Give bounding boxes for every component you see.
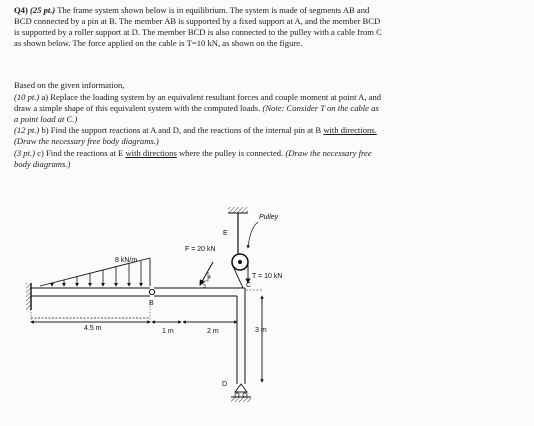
force-f-label: F = 20 kN: [185, 246, 216, 253]
dim-4-5m: 4.5 m: [84, 325, 102, 332]
part-b-with-directions: with directions.: [323, 125, 377, 135]
q4-line-4: as shown below. The force applied on the cable is T=10 kN, as shown on the figure.: [14, 38, 303, 48]
dim-1m: 1 m: [162, 328, 174, 335]
fixed-support-a: [26, 283, 31, 310]
part-a-text-1: a) Replace the loading system by an equivalent resultant forces and couple moment at point A, and: [39, 92, 382, 102]
q4-line-3: is supported by a roller support at D. The member BCD is also connected to the pulley with a cable from C: [14, 27, 382, 37]
q4-line-2: BCD connected by a pin at B. The member AB is supported by a fixed support at A, and the member BCD: [14, 16, 381, 26]
label-b: B: [149, 300, 154, 307]
part-c-line-2: body diagrams.): [14, 159, 71, 169]
part-a-line-3: a point load at C.): [14, 114, 78, 124]
label-e: E: [223, 230, 228, 237]
question-points: (25 pt.): [30, 5, 56, 15]
force-f: [185, 246, 216, 290]
distributed-load-label: 8 kN/m: [115, 257, 138, 264]
intro-line: Based on the given information,: [14, 80, 125, 90]
part-c-note: (Draw the necessary free: [285, 148, 372, 158]
tension-label: T = 10 kN: [252, 273, 283, 280]
part-b-points: (12 pt.): [14, 125, 40, 135]
slope-label-3: 3: [203, 284, 206, 290]
part-b-line-2: (Draw the necessary free body diagrams.): [14, 136, 159, 146]
part-c-points: (3 pt.): [14, 148, 36, 158]
part-b-text-1: b) Find the support reactions at A and D, and the reactions of the internal pin at B: [39, 125, 324, 135]
label-d: D: [222, 381, 228, 388]
part-a-points: (10 pt.): [14, 92, 40, 102]
part-c-text-1: c) Find the reactions at E: [35, 148, 126, 158]
part-a-note: (Note: Consider T on the cable as: [262, 103, 379, 113]
dim-2m: 2 m: [207, 328, 219, 335]
dimension-lines: [31, 296, 267, 382]
roller-support-d: [231, 384, 251, 402]
distributed-load: [40, 257, 150, 286]
q4-text-1: The frame system shown below is in equilibrium. The system is made of segments AB and: [55, 5, 370, 15]
pulley-label: Pulley: [259, 214, 279, 221]
pulley-assembly: [223, 207, 279, 270]
slope-label-4: 4: [208, 275, 211, 281]
part-a-text-2: draw a simple shape of this equivalent system with the computed loads.: [14, 103, 263, 113]
dim-3m: 3 m: [255, 327, 267, 334]
label-c: C: [246, 282, 252, 289]
member-bcd: [154, 282, 251, 388]
part-c-text-1b: where the pulley is connected.: [176, 148, 286, 158]
part-c-with-directions: with directions: [125, 148, 177, 158]
question-number: Q4): [14, 5, 28, 15]
member-ab: [31, 288, 150, 296]
